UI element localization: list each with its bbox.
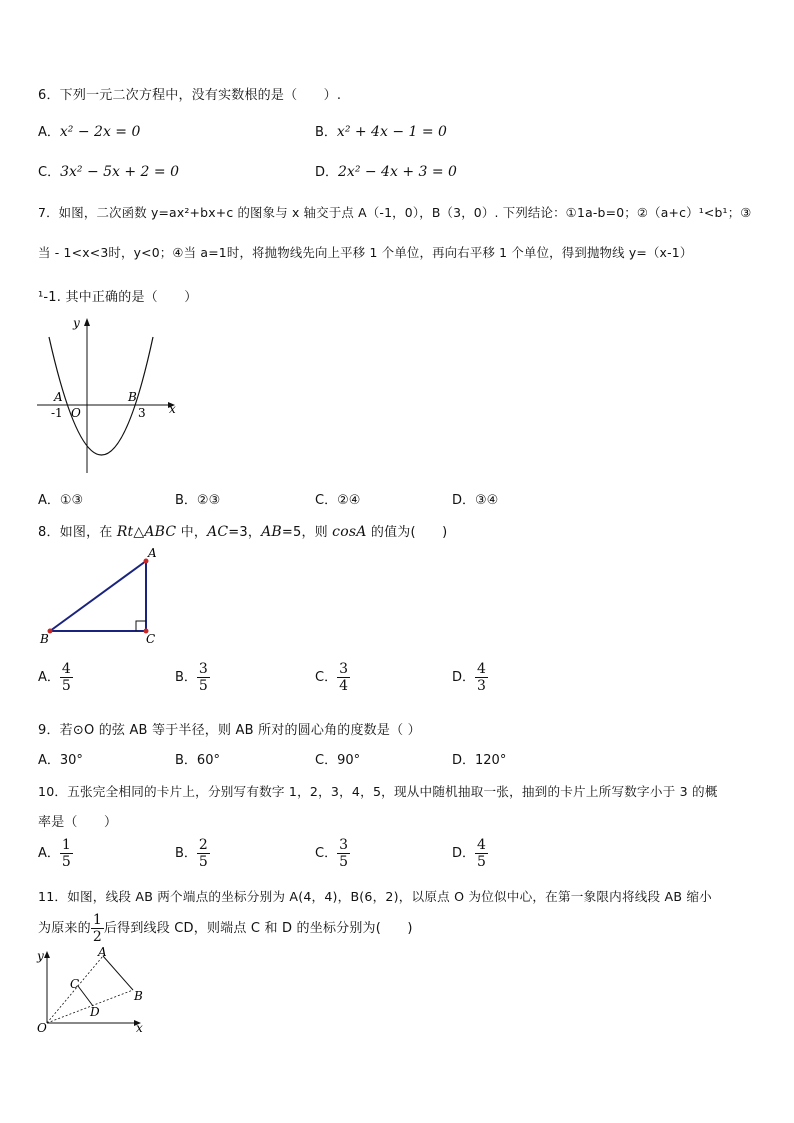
- q8-label-a: A: [148, 546, 157, 560]
- q8-option-a: A． $\frac{4}{5}$: [38, 661, 71, 694]
- q11-origin-label: O: [37, 1021, 47, 1035]
- q7-parabola-figure: [35, 313, 185, 478]
- q11-stem-line2: 为原来的 $\frac{1}{2}$ 后得到线段 CD，则端点 C 和 D 的坐标分别为( ): [38, 912, 413, 945]
- q6-option-c: C．3x² − 5x + 2 = 0: [38, 164, 180, 180]
- q7-stem-line3: ¹-1. 其中正确的是（ ）: [38, 290, 198, 305]
- q8-label-c: C: [146, 632, 156, 646]
- q6-stem: 6．下列一元二次方程中，没有实数根的是（ ）.: [38, 88, 342, 103]
- q11-x-label: x: [136, 1021, 143, 1035]
- q10-stem-line2: 率是（ ）: [38, 815, 118, 830]
- q8-triangle-figure: [38, 545, 168, 650]
- q7-three-label: 3: [138, 406, 146, 420]
- q6-option-d: D．2x² − 4x + 3 = 0: [315, 164, 457, 180]
- q6-option-a: A．x² − 2x = 0: [38, 124, 141, 140]
- q7-stem-line1: 7．如图，二次函数 y=ax²+bx+c 的图象与 x 轴交于点 A（-1，0），B（3，0）. 下列结论：①1a-b=0；②（a+c）¹<b¹；③: [38, 205, 752, 220]
- q8-stem: 8．如图，在 Rt△ABC 中，AC=3，AB=5，则 cosA 的值为( ): [38, 524, 448, 540]
- q11-y-label: y: [37, 949, 44, 963]
- q7-y-label: y: [73, 316, 80, 330]
- q7-option-b: B．②③: [175, 493, 221, 508]
- q11-label-a: A: [98, 946, 107, 959]
- q11-y-axis-arrow: [44, 951, 50, 958]
- q7-option-d: D．③④: [452, 493, 499, 508]
- q7-option-a: A．①③: [38, 493, 84, 508]
- q9-option-b: B．60°: [175, 753, 220, 768]
- q11-stem-line1: 11．如图，线段 AB 两个端点的坐标分别为 A(4，4)，B(6，2)，以原点 O 为位似中心，在第一象限内将线段 AB 缩小: [38, 889, 712, 904]
- q7-neg1-label: -1: [51, 406, 63, 420]
- q10-stem-line1: 10．五张完全相同的卡片上，分别写有数字 1，2，3，4，5，现从中随机抽取一张，抽到的卡片上所写数字小于 3 的概: [38, 784, 718, 799]
- q9-option-a: A．30°: [38, 753, 83, 768]
- q11-label-b: B: [134, 989, 143, 1003]
- q8-side-ab: [50, 561, 146, 631]
- q7-option-c: C．②④: [315, 493, 361, 508]
- q8-label-b: B: [40, 632, 49, 646]
- q10-option-a: A． $\frac{1}{5}$: [38, 837, 71, 870]
- q9-option-c: C．90°: [315, 753, 361, 768]
- q7-point-a-label: A: [54, 390, 63, 404]
- q7-point-b-label: B: [128, 390, 137, 404]
- q6-option-b: B．x² + 4x − 1 = 0: [315, 124, 447, 140]
- q9-option-d: D．120°: [452, 753, 507, 768]
- q7-x-label: x: [169, 402, 176, 416]
- q9-stem: 9．若⊙O 的弦 AB 等于半径，则 AB 所对的圆心角的度数是（ ）: [38, 723, 421, 738]
- q7-parabola-curve: [49, 337, 153, 455]
- q10-option-c: C． $\frac{3}{5}$: [315, 837, 348, 870]
- q7-y-axis-arrow: [84, 318, 90, 326]
- q8-option-d: D． $\frac{4}{3}$: [452, 661, 486, 694]
- q11-segment-cd: [78, 986, 93, 1006]
- q11-segment-ab: [103, 956, 133, 990]
- q8-option-b: B． $\frac{3}{5}$: [175, 661, 208, 694]
- q7-origin-label: O: [71, 406, 81, 420]
- q11-label-d: D: [90, 1005, 100, 1019]
- q8-option-c: C． $\frac{3}{4}$: [315, 661, 348, 694]
- q7-stem-line2: 当 - 1<x<3时，y<0；④当 a=1时，将抛物线先向上平移 1 个单位，再向右平移 1 个单位，得到抛物线 y=（x-1）: [38, 245, 693, 260]
- q10-option-b: B． $\frac{2}{5}$: [175, 837, 208, 870]
- q11-label-c: C: [70, 977, 80, 991]
- q11-coordinate-figure: [35, 946, 150, 1036]
- q10-option-d: D． $\frac{4}{5}$: [452, 837, 486, 870]
